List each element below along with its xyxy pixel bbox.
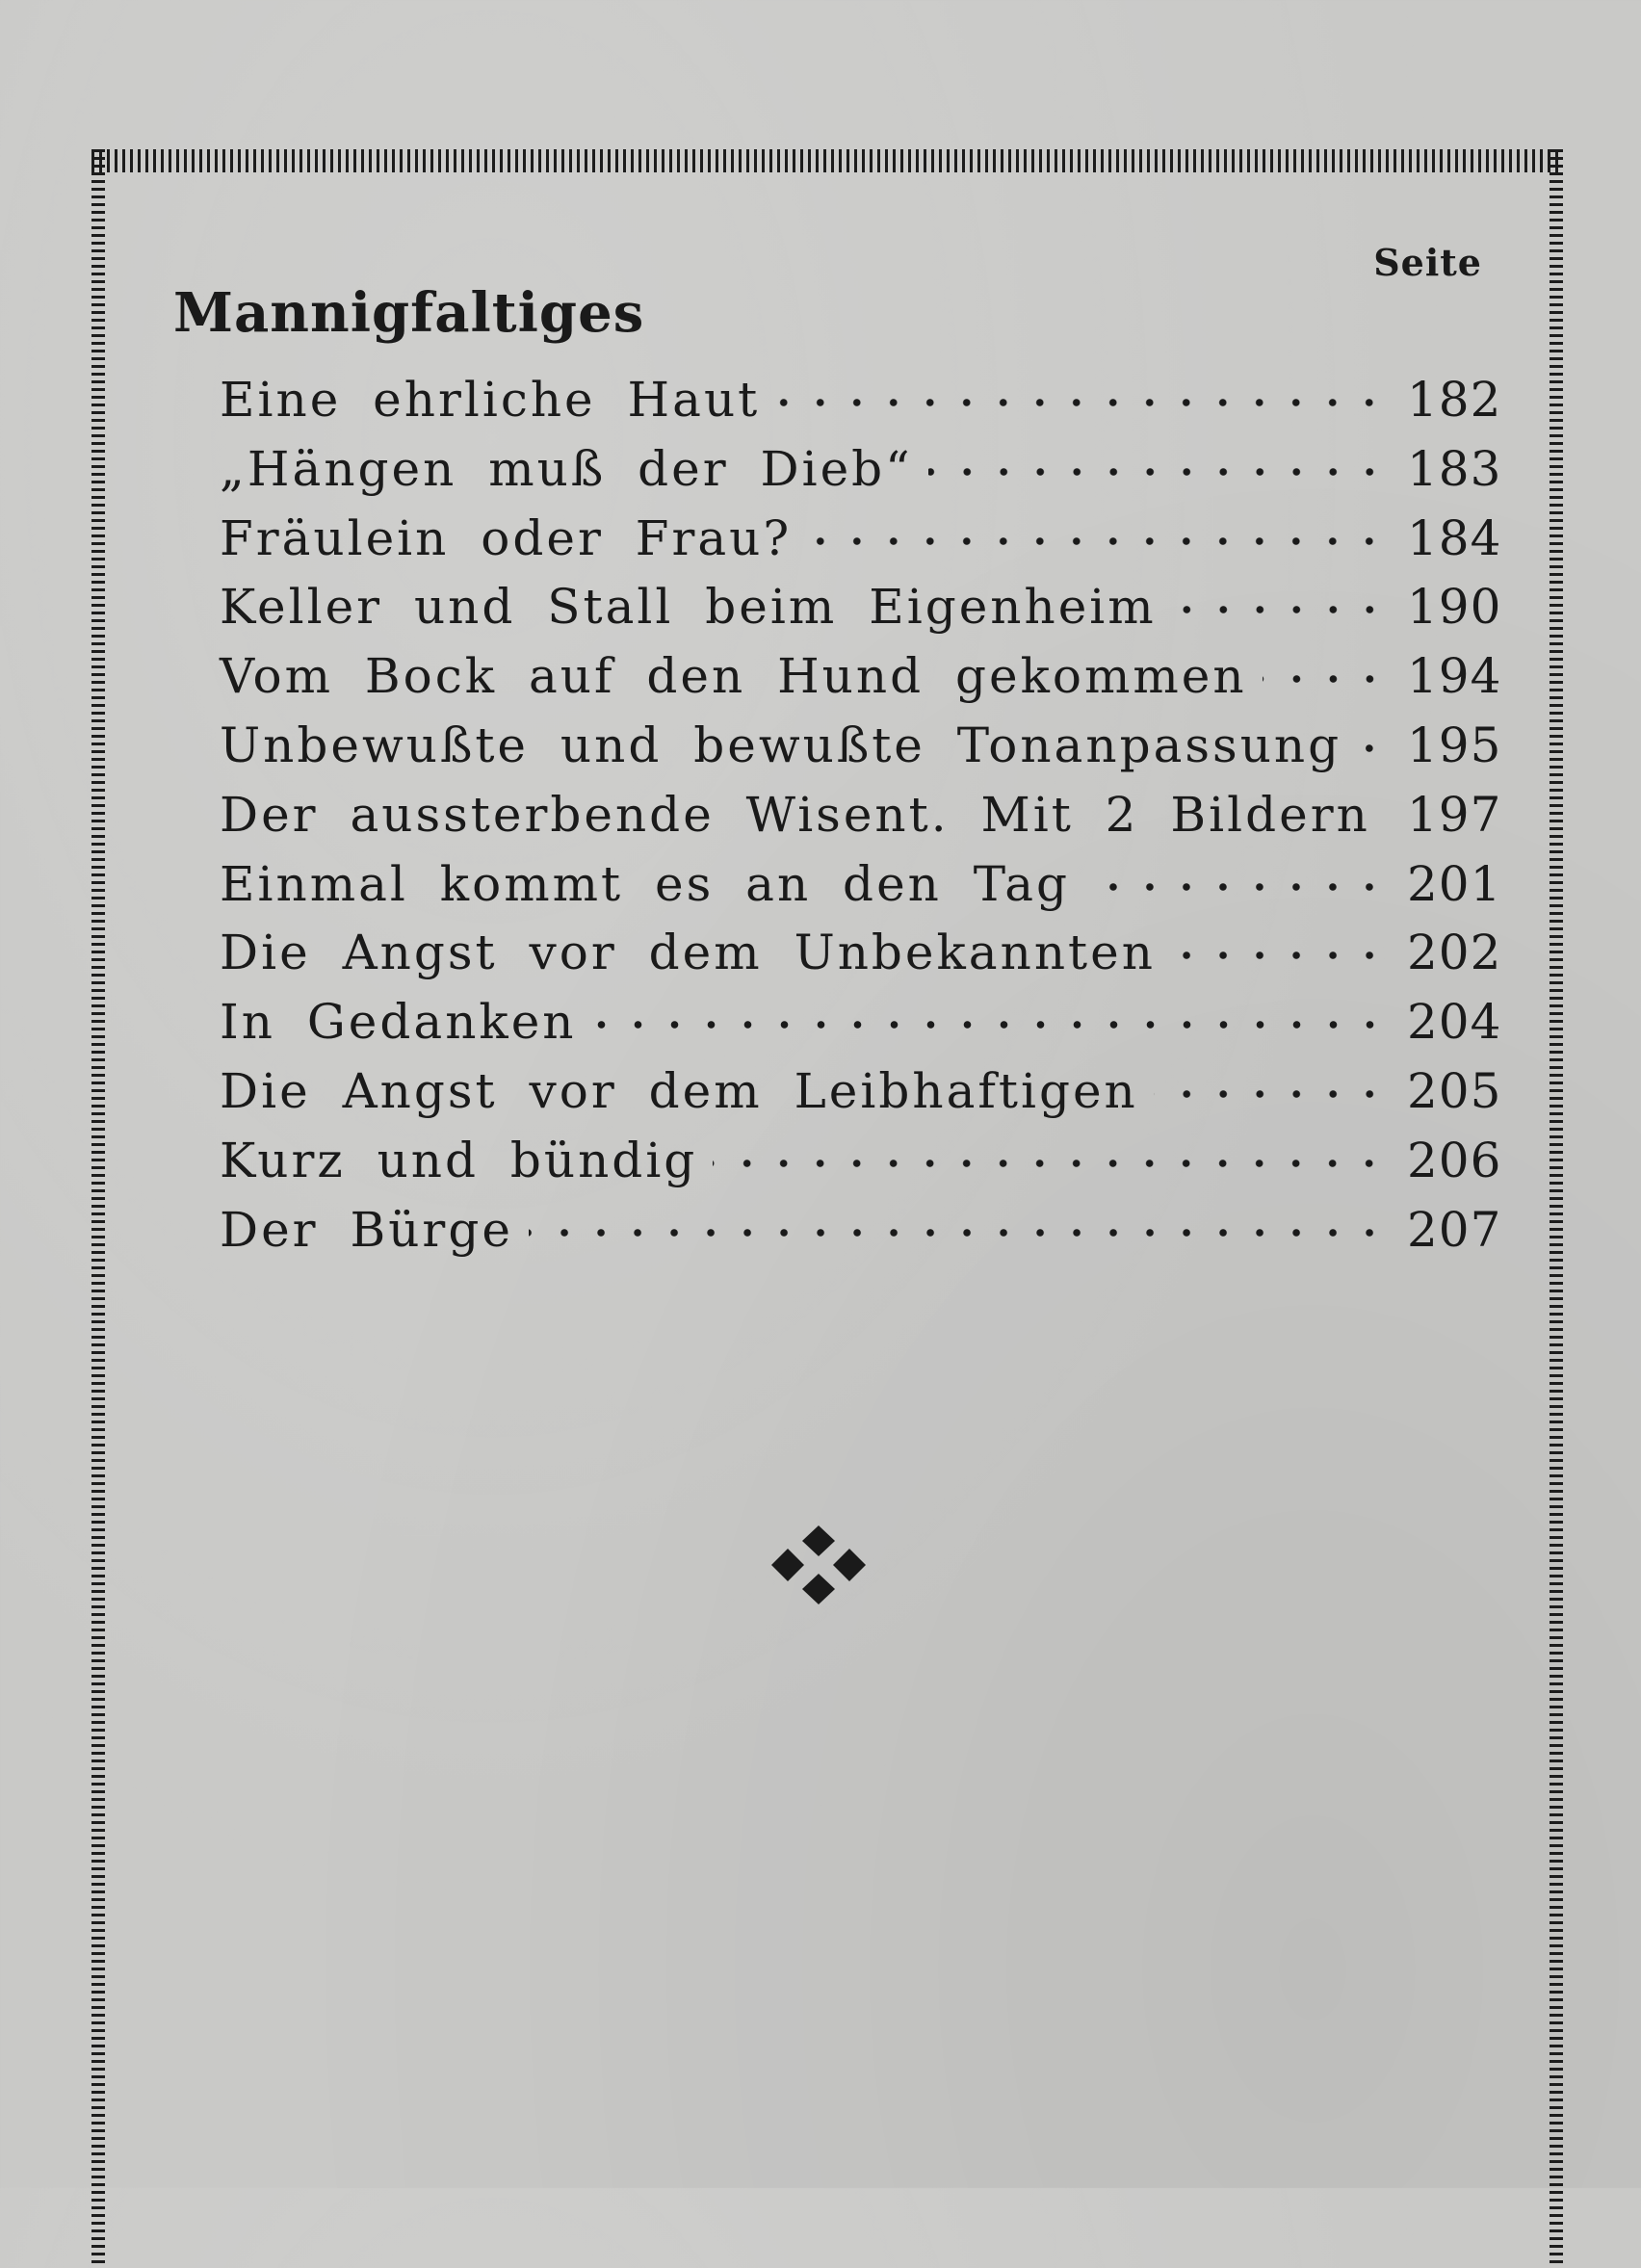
toc-entry-title: In Gedanken [220, 994, 577, 1051]
toc-entry-title: Die Angst vor dem Unbekannten [220, 925, 1156, 981]
page-column-label: Seite [1373, 241, 1482, 284]
toc-entry-page: 202 [1407, 925, 1502, 981]
toc-entry [220, 428, 1502, 497]
toc-entry [220, 843, 1502, 912]
dot-leader [592, 980, 1389, 1038]
toc-entry-page: 201 [1407, 855, 1502, 912]
toc-entry [220, 358, 1502, 428]
toc-entry-page: 195 [1407, 717, 1502, 773]
dot-leader [807, 497, 1388, 555]
toc-entry-page: 205 [1407, 1062, 1502, 1119]
border-top [91, 149, 1563, 172]
border-right [1550, 149, 1563, 2268]
border-left [91, 149, 105, 2268]
dot-leader [1172, 565, 1388, 623]
toc-entry [220, 1050, 1502, 1119]
toc-entry-title: Der aussterbende Wisent. Mit 2 Bildern [220, 786, 1370, 843]
dot-leader [529, 1188, 1388, 1246]
toc-entry [220, 497, 1502, 566]
section-heading: Mannigfaltiges [173, 281, 645, 345]
dot-leader [1263, 635, 1388, 692]
toc-entry-title: Kurz und bündig [220, 1132, 698, 1188]
dot-leader [775, 358, 1388, 416]
table-of-contents [220, 358, 1502, 1258]
ornament-diamond-right [833, 1549, 866, 1581]
toc-entry-title: Eine ehrliche Haut [220, 372, 761, 428]
toc-entry-page: 184 [1407, 509, 1502, 566]
toc-entry [220, 635, 1502, 705]
ornament-diamond-left [771, 1549, 804, 1581]
dot-leader [1171, 911, 1388, 969]
toc-entry-page: 190 [1407, 579, 1502, 636]
toc-entry-title: Die Angst vor dem Leibhaftigen [220, 1062, 1138, 1119]
toc-entry-title: Einmal kommt es an den Tag [220, 855, 1071, 912]
toc-entry [220, 911, 1502, 981]
toc-entry-page: 206 [1407, 1132, 1502, 1188]
ornament-diamond-bottom [802, 1574, 835, 1604]
toc-entry [220, 980, 1502, 1051]
toc-entry-page: 197 [1407, 786, 1502, 843]
ornament-diamond-top [802, 1525, 835, 1556]
toc-entry-page: 183 [1407, 440, 1502, 497]
toc-entry-page: 207 [1407, 1201, 1502, 1258]
dot-leader [713, 1119, 1388, 1177]
toc-entry-title: Vom Bock auf den Hund gekommen [220, 648, 1247, 705]
dot-leader [1357, 704, 1388, 762]
toc-entry [220, 1188, 1502, 1258]
toc-entry [220, 1119, 1502, 1188]
toc-entry-title: Fräulein oder Frau? [220, 509, 793, 566]
four-diamond-ornament-icon [770, 1522, 867, 1608]
toc-entry-title: Unbewußte und bewußte Tonanpassung [220, 717, 1342, 773]
dot-leader [1154, 1050, 1388, 1108]
dot-leader [928, 428, 1388, 485]
toc-entry [220, 565, 1502, 636]
toc-entry-title: Der Bürge [220, 1201, 513, 1258]
toc-entry [220, 773, 1502, 843]
toc-entry [220, 704, 1502, 773]
dot-leader [1386, 773, 1388, 831]
toc-entry-page: 182 [1407, 372, 1502, 428]
toc-entry-title: „Hängen muß der Dieb“ [220, 440, 913, 497]
toc-entry-title: Keller und Stall beim Eigenheim [220, 579, 1157, 636]
toc-entry-page: 194 [1407, 648, 1502, 705]
dot-leader [1085, 843, 1388, 900]
toc-entry-page: 204 [1407, 994, 1502, 1051]
